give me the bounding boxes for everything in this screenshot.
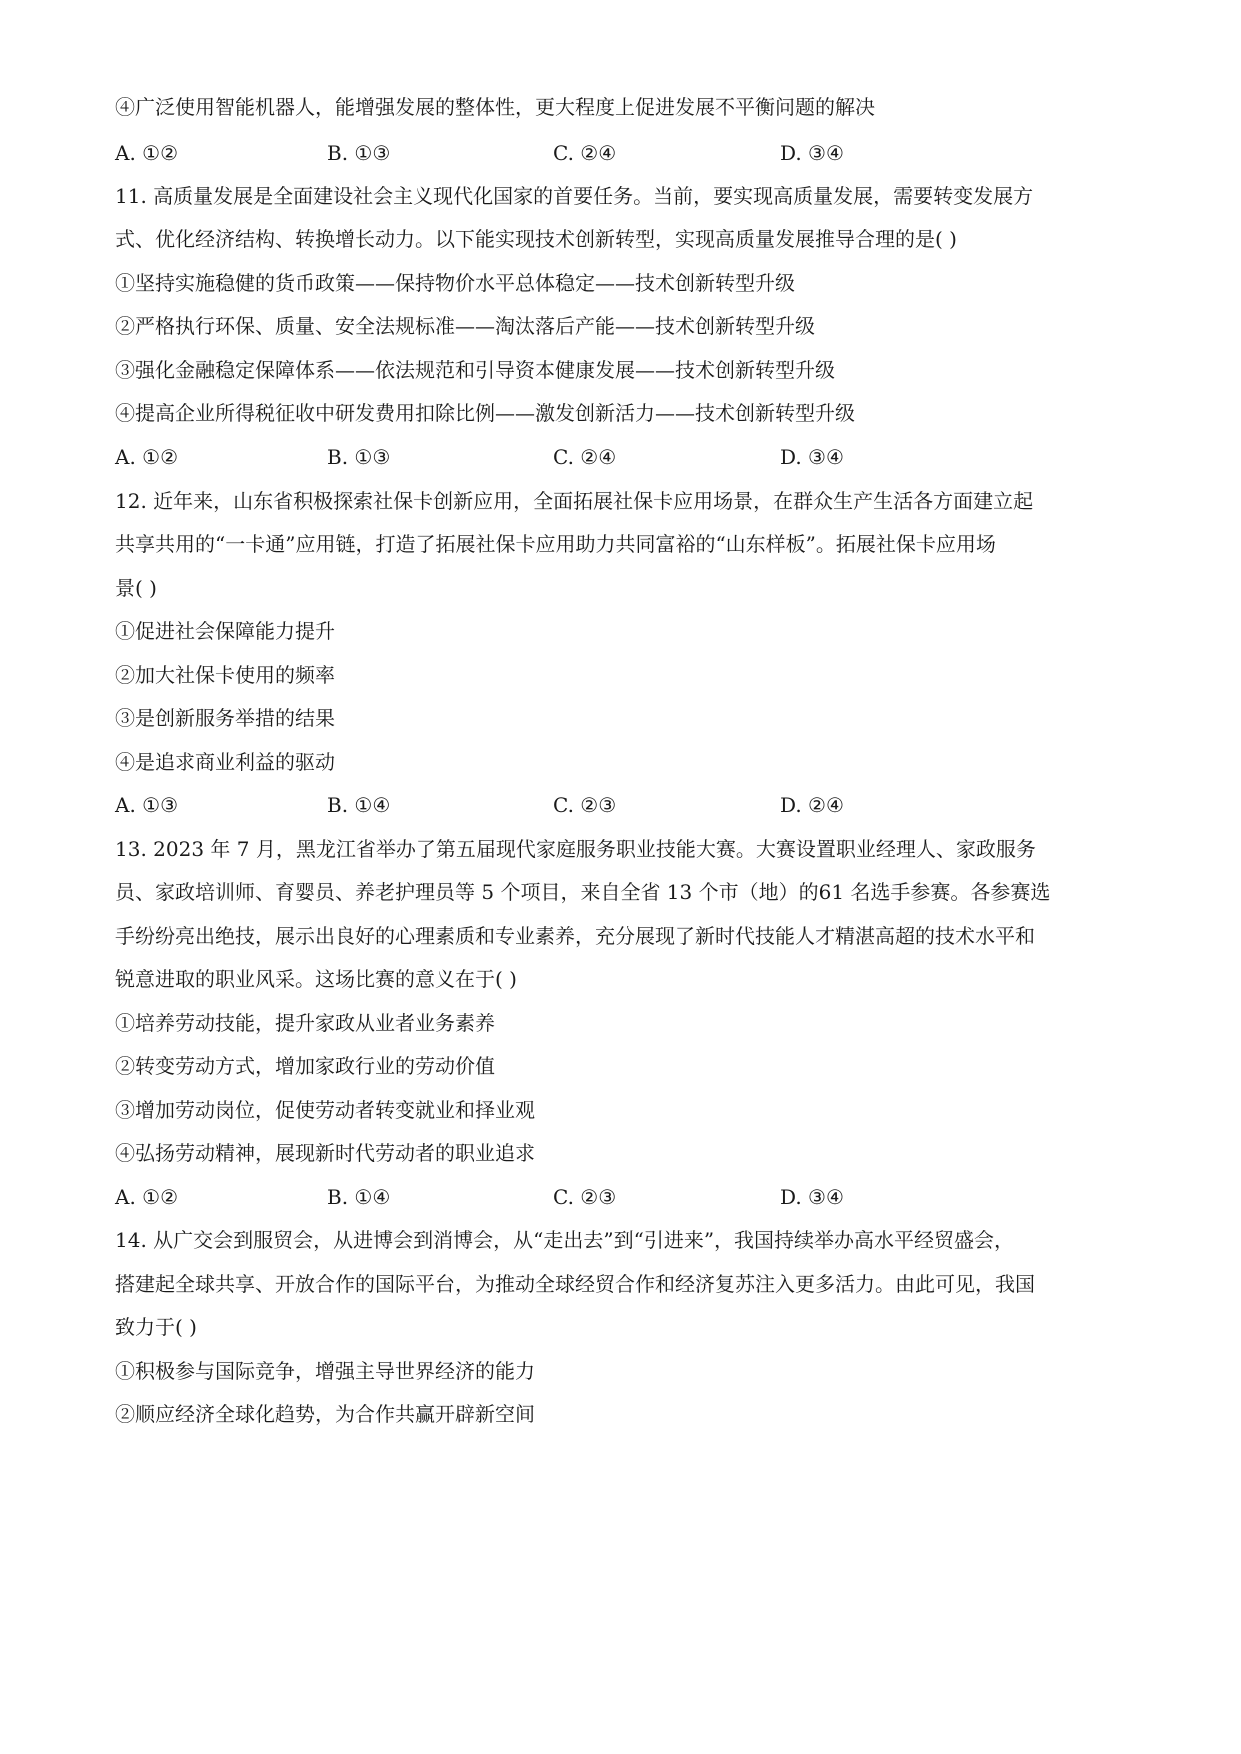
q12-option-d: D. ②④ [780, 793, 844, 817]
q13-item-3: ③增加劳动岗位，促使劳动者转变就业和择业观 [115, 1098, 535, 1122]
q11-item-4: ④提高企业所得税征收中研发费用扣除比例——激发创新活力——技术创新转型升级 [115, 401, 855, 425]
q13-stem-line-3: 手纷纷亮出绝技，展示出良好的心理素质和专业素养，充分展现了新时代技能人才精湛高超的技术水平和 [115, 924, 1035, 948]
q12-stem-line-1: 12. 近年来，山东省积极探索社保卡创新应用，全面拓展社保卡应用场景，在群众生产生活各方面建立起 [115, 489, 1034, 513]
q11-option-b: B. ①③ [327, 445, 391, 469]
q10-option-c: C. ②④ [553, 141, 617, 165]
q12-item-2: ②加大社保卡使用的频率 [115, 663, 335, 687]
q10-item-4: ④广泛使用智能机器人，能增强发展的整体性，更大程度上促进发展不平衡问题的解决 [115, 95, 875, 119]
q10-option-a: A. ①② [115, 141, 179, 165]
q10-option-d: D. ③④ [780, 141, 844, 165]
q13-option-b: B. ①④ [327, 1185, 391, 1209]
q11-item-2: ②严格执行环保、质量、安全法规标准——淘汰落后产能——技术创新转型升级 [115, 314, 815, 338]
q13-stem-line-2: 员、家政培训师、育婴员、养老护理员等 5 个项目，来自全省 13 个市（地）的61 名选手参赛。各参赛选 [115, 880, 1051, 904]
q14-stem-line-2: 搭建起全球共享、开放合作的国际平台，为推动全球经贸合作和经济复苏注入更多活力。由此可见，我国 [115, 1272, 1035, 1296]
q11-stem-line-2: 式、优化经济结构、转换增长动力。以下能实现技术创新转型，实现高质量发展推导合理的是( ) [115, 227, 957, 251]
q13-item-1: ①培养劳动技能，提升家政从业者业务素养 [115, 1011, 495, 1035]
q13-option-a: A. ①② [115, 1185, 179, 1209]
q12-item-3: ③是创新服务举措的结果 [115, 706, 335, 730]
q12-item-1: ①促进社会保障能力提升 [115, 619, 335, 643]
q13-option-c: C. ②③ [553, 1185, 617, 1209]
q13-stem-line-1: 13. 2023 年 7 月，黑龙江省举办了第五届现代家庭服务职业技能大赛。大赛设置职业经理人、家政服务 [115, 837, 1036, 861]
q12-item-4: ④是追求商业利益的驱动 [115, 750, 335, 774]
q13-item-4: ④弘扬劳动精神，展现新时代劳动者的职业追求 [115, 1141, 535, 1165]
q13-stem-line-4: 锐意进取的职业风采。这场比赛的意义在于( ) [115, 967, 517, 991]
q12-option-c: C. ②③ [553, 793, 617, 817]
q11-option-a: A. ①② [115, 445, 179, 469]
q14-stem-line-1: 14. 从广交会到服贸会，从进博会到消博会，从“走出去”到“引进来”，我国持续举办高水平经贸盛会， [115, 1228, 1015, 1252]
q11-option-d: D. ③④ [780, 445, 844, 469]
q12-option-a: A. ①③ [115, 793, 179, 817]
q11-stem-line-1: 11. 高质量发展是全面建设社会主义现代化国家的首要任务。当前，要实现高质量发展，需要转变发展方 [115, 184, 1034, 208]
q14-item-2: ②顺应经济全球化趋势，为合作共赢开辟新空间 [115, 1402, 535, 1426]
q14-item-1: ①积极参与国际竞争，增强主导世界经济的能力 [115, 1359, 535, 1383]
q13-item-2: ②转变劳动方式，增加家政行业的劳动价值 [115, 1054, 495, 1078]
q12-stem-line-2: 共享共用的“一卡通”应用链，打造了拓展社保卡应用助力共同富裕的“山东样板”。拓展社保卡应用场 [115, 532, 996, 556]
q10-option-b: B. ①③ [327, 141, 391, 165]
q12-option-b: B. ①④ [327, 793, 391, 817]
q13-option-d: D. ③④ [780, 1185, 844, 1209]
q12-stem-line-3: 景( ) [115, 576, 157, 600]
q11-option-c: C. ②④ [553, 445, 617, 469]
q11-item-3: ③强化金融稳定保障体系——依法规范和引导资本健康发展——技术创新转型升级 [115, 358, 835, 382]
q11-item-1: ①坚持实施稳健的货币政策——保持物价水平总体稳定——技术创新转型升级 [115, 271, 795, 295]
q14-stem-line-3: 致力于( ) [115, 1315, 197, 1339]
